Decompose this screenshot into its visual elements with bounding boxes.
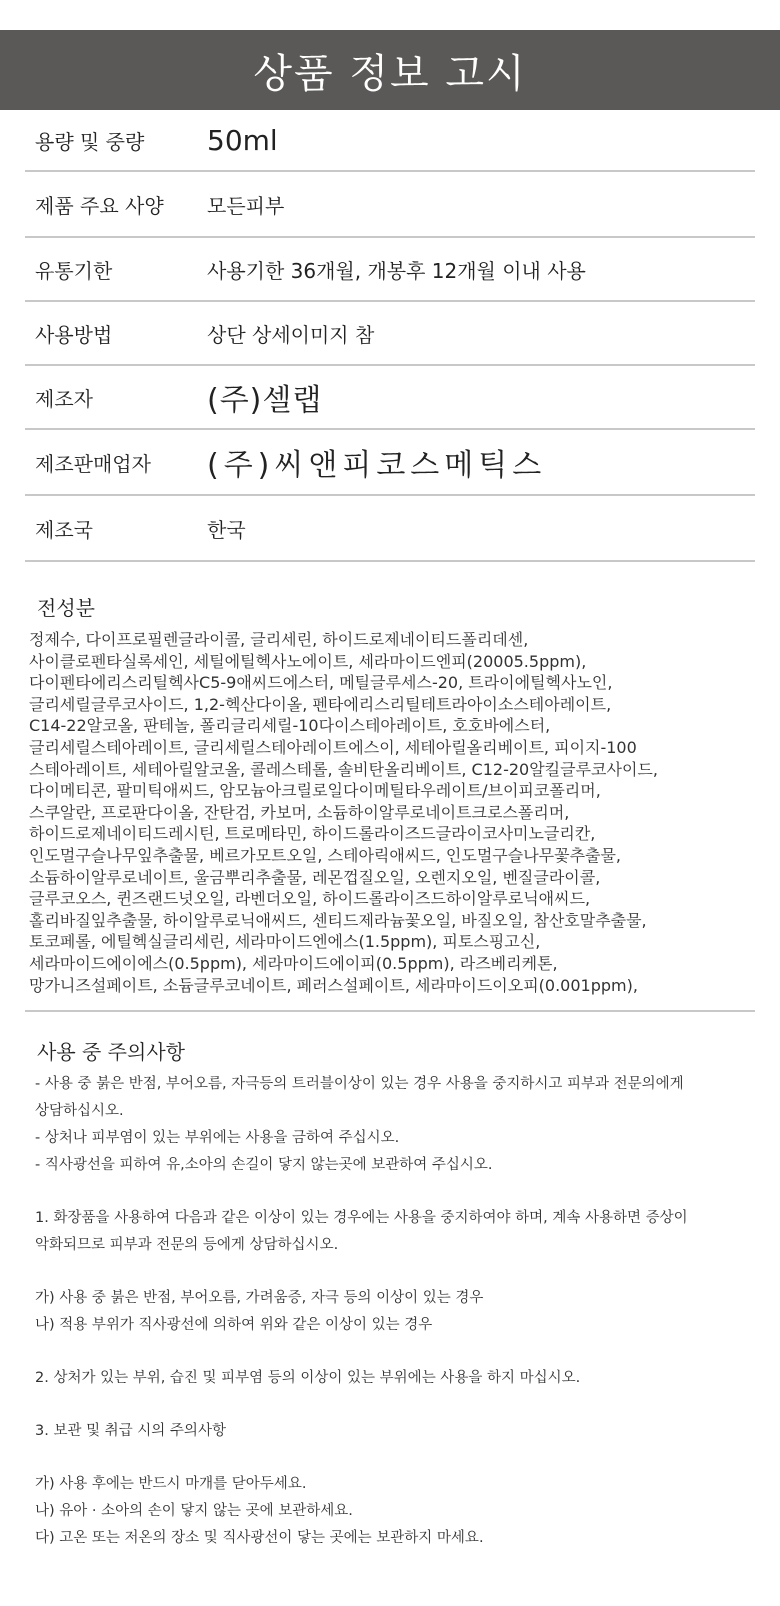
caution-line: 상담하십시오. bbox=[35, 1103, 124, 1120]
info-value: 50ml bbox=[207, 123, 278, 157]
info-label: 제조자 bbox=[35, 386, 93, 411]
info-value: 상단 상세이미지 참 bbox=[207, 322, 375, 347]
info-row-manufacturer bbox=[25, 366, 755, 430]
ingredients-line: 글리세릴스테아레이트, 글리세릴스테아레이트에스이, 세테아릴올리베이트, 피이지-100 bbox=[29, 737, 637, 757]
info-label: 용량 및 중량 bbox=[35, 129, 145, 154]
info-value: (주)셀랩 bbox=[207, 383, 323, 418]
caution-line: 가) 사용 중 붉은 반점, 부어오름, 가려움증, 자극 등의 이상이 있는 경우 bbox=[35, 1290, 484, 1307]
info-value: (주)씨앤피코스메틱스 bbox=[207, 448, 547, 483]
caution-spacer bbox=[35, 1339, 755, 1365]
ingredients-line: 인도멀구슬나무잎추출물, 베르가모트오일, 스테아릭애씨드, 인도멀구슬나무꽃추출물, bbox=[29, 845, 622, 865]
caution-line: 다) 고온 또는 저온의 장소 및 직사광선이 닿는 곳에는 보관하지 마세요. bbox=[35, 1530, 484, 1547]
caution-line: 나) 적용 부위가 직사광선에 의하여 위와 같은 이상이 있는 경우 bbox=[35, 1317, 433, 1334]
info-label: 제조판매업자 bbox=[35, 451, 151, 476]
info-row-country bbox=[25, 496, 755, 562]
caution-line: 악화되므로 피부과 전문의 등에게 상담하십시오. bbox=[35, 1237, 339, 1254]
ingredients-line: 스쿠알란, 프로판다이올, 잔탄검, 카보머, 소듐하이알루로네이트크로스폴리머, bbox=[29, 802, 570, 822]
caution-line: 나) 유아 · 소아의 손이 닿지 않는 곳에 보관하세요. bbox=[35, 1503, 353, 1520]
caution-line: 1. 화장품을 사용하여 다음과 같은 이상이 있는 경우에는 사용을 중지하여야 하며, 계속 사용하면 증상이 bbox=[35, 1210, 688, 1227]
ingredients-line: 하이드로제네이티드레시틴, 트로메타민, 하이드롤라이즈드글라이코사미노글리칸, bbox=[29, 824, 596, 844]
caution-section bbox=[25, 1012, 755, 1552]
ingredients-line: 스테아레이트, 세테아릴알코올, 콜레스테롤, 솔비탄올리베이트, C12-20알킬글루코사이드, bbox=[29, 759, 658, 779]
ingredients-line: 다이펜타에리스리틸헥사C5-9애씨드에스터, 메틸글루세스-20, 트라이에틸헥사노인, bbox=[29, 673, 613, 693]
product-info-table bbox=[25, 110, 755, 562]
caution-spacer bbox=[35, 1392, 755, 1418]
ingredients-line: 글루코오스, 퀸즈랜드넛오일, 라벤더오일, 하이드롤라이즈드하이알루로닉애씨드, bbox=[29, 889, 591, 909]
info-value: 한국 bbox=[207, 517, 246, 542]
caution-line: 가) 사용 후에는 반드시 마개를 닫아두세요. bbox=[35, 1476, 307, 1493]
ingredients-line: 소듐하이알루로네이트, 울금뿌리추출물, 레몬껍질오일, 오렌지오일, 벤질글라이콜, bbox=[29, 867, 601, 887]
ingredients-line: 사이클로펜타실록세인, 세틸에틸헥사노에이트, 세라마이드엔피(20005.5ppm), bbox=[29, 651, 587, 671]
ingredients-list bbox=[25, 629, 755, 996]
title-banner bbox=[0, 30, 780, 110]
ingredients-line: 정제수, 다이프로필렌글라이콜, 글리세린, 하이드로제네이티드폴리데센, bbox=[29, 630, 529, 649]
caution-line: - 사용 중 붉은 반점, 부어오름, 자극등의 트러블이상이 있는 경우 사용을 중지하시고 피부과 전문의에게 bbox=[35, 1076, 684, 1093]
info-value: 모든피부 bbox=[207, 193, 285, 218]
caution-spacer bbox=[35, 1259, 755, 1285]
info-row-distributor bbox=[25, 430, 755, 496]
info-row-expiry bbox=[25, 238, 755, 302]
ingredients-line: C14-22알코올, 판테놀, 폴리글리세릴-10다이스테아레이트, 호호바에스터, bbox=[29, 716, 551, 736]
ingredients-line: 홀리바질잎추출물, 하이알루로닉애씨드, 센티드제라늄꽃오일, 바질오일, 참산호말추출물, bbox=[29, 910, 647, 930]
caution-list bbox=[25, 1071, 755, 1552]
info-row-spec bbox=[25, 172, 755, 238]
caution-line: 3. 보관 및 취급 시의 주의사항 bbox=[35, 1423, 226, 1440]
info-label: 제품 주요 사양 bbox=[35, 193, 164, 218]
info-label: 사용방법 bbox=[35, 322, 113, 347]
ingredients-line: 세라마이드에이에스(0.5ppm), 세라마이드에이피(0.5ppm), 라즈베리케톤, bbox=[29, 953, 558, 973]
caution-spacer bbox=[35, 1445, 755, 1471]
caution-spacer bbox=[35, 1179, 755, 1205]
ingredients-line: 망가니즈설페이트, 소듐글루코네이트, 페러스설페이트, 세라마이드이오피(0.001ppm), bbox=[29, 975, 638, 995]
ingredients-line: 글리세릴글루코사이드, 1,2-헥산다이올, 펜타에리스리틸테트라아이소스테아레이트, bbox=[29, 694, 612, 714]
info-row-volume bbox=[25, 110, 755, 172]
caution-line: 2. 상처가 있는 부위, 습진 및 피부염 등의 이상이 있는 부위에는 사용을 하지 마십시오. bbox=[35, 1370, 581, 1387]
ingredients-line: 토코페롤, 에틸헥실글리세린, 세라마이드엔에스(1.5ppm), 피토스핑고신, bbox=[29, 932, 541, 952]
ingredients-line: 다이메티콘, 팔미틱애씨드, 암모늄아크릴로일다이메틸타우레이트/브이피코폴리머, bbox=[29, 781, 601, 801]
caution-title: 사용 중 주의사항 bbox=[37, 1040, 185, 1065]
page-title: 상품 정보 고시 bbox=[253, 50, 527, 97]
caution-line: - 상처나 피부염이 있는 부위에는 사용을 금하여 주십시오. bbox=[35, 1130, 400, 1147]
info-label: 제조국 bbox=[35, 517, 93, 542]
top-spacing bbox=[0, 0, 780, 30]
caution-line: - 직사광선을 피하여 유,소아의 손길이 닿지 않는곳에 보관하여 주십시오. bbox=[35, 1157, 493, 1174]
info-label: 유통기한 bbox=[35, 258, 113, 283]
ingredients-title: 전성분 bbox=[37, 596, 95, 620]
info-value: 사용기한 36개월, 개봉후 12개월 이내 사용 bbox=[207, 258, 586, 283]
info-row-usage bbox=[25, 302, 755, 366]
ingredients-section bbox=[25, 562, 755, 1012]
